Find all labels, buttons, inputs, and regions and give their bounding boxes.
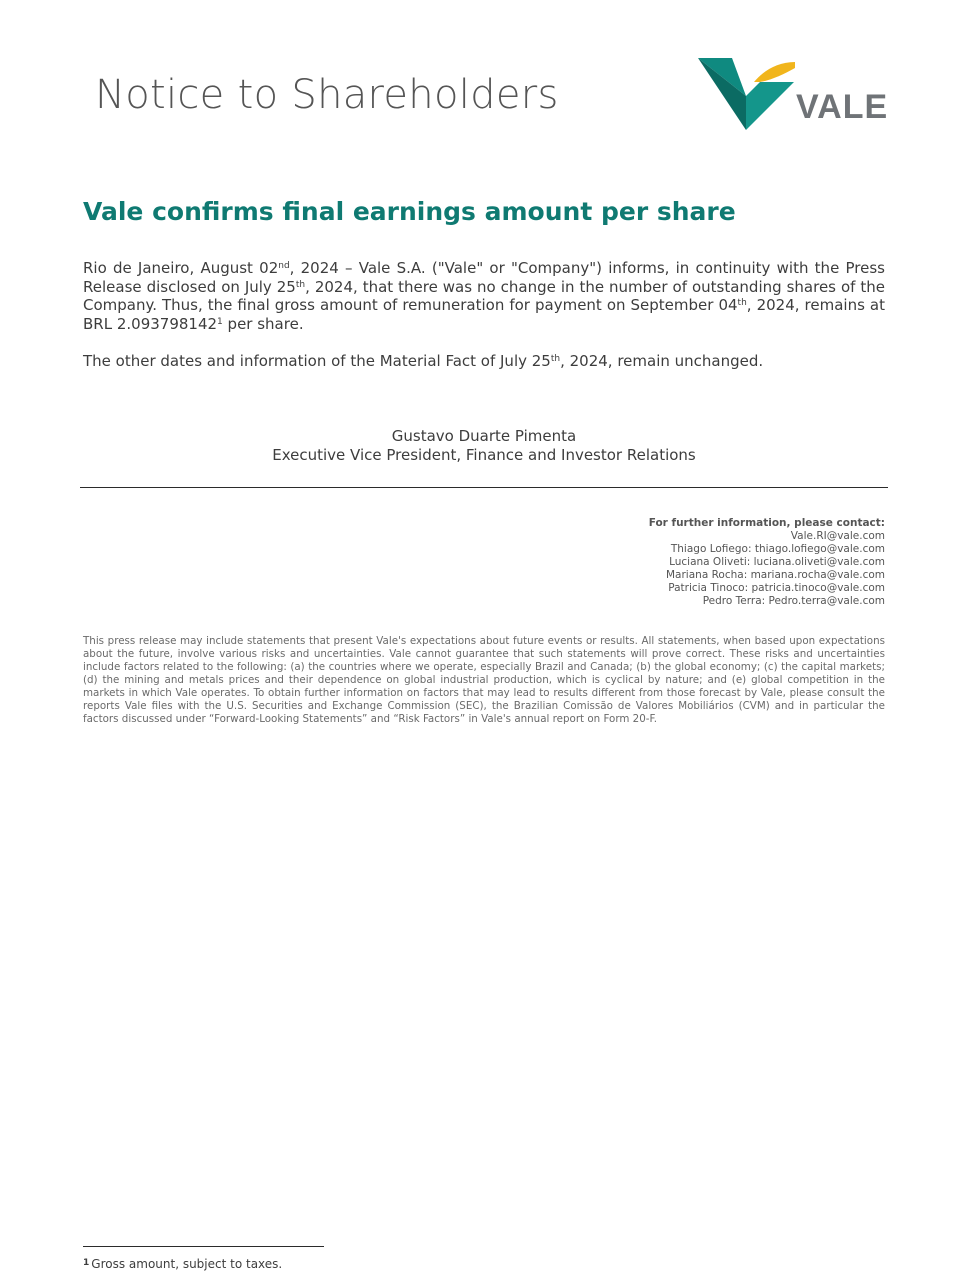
contact-heading: For further information, please contact: [648,517,885,529]
section-divider [80,487,888,488]
text-segment: , 2024, remain unchanged. [560,352,764,370]
vale-logo-icon [698,56,888,132]
contact-line[interactable]: Thiago Lofiego: thiago.lofiego@vale.com [670,543,885,555]
contact-block [649,517,885,608]
contact-line[interactable]: Luciana Oliveti: luciana.oliveti@vale.com [669,556,885,568]
contact-email-ir[interactable]: Vale.RI@vale.com [790,530,885,542]
signatory-name: Gustavo Duarte Pimenta [391,427,577,445]
superscript: nd [278,261,290,271]
text-segment: , 2024, that there was no change in the number of outstanding shares of the Company. Thus, the final gross amount of remuneration for payment on September 04 [83,277,885,315]
logo-wordmark: VALE [796,88,888,126]
contact-line[interactable]: Patricia Tinoco: patricia.tinoco@vale.com [668,582,885,594]
disclaimer: This press release may include statements that present Vale's expectations about future events or results. All statements, when based upon expectations about the future, involve various risks and uncertainties. Vale cannot guarantee that such statements will prove correct. These risks and uncertainties include factors related to the following: (a) the countries where we operate, especially Brazil and Canada; (b) the global economy; (c) the capital markets; (d) the mining and metals prices and their dependence on global industrial production, which is cyclical by nature; and (e) global competition in the markets in which Vale operates. To obtain further information on factors that may lead to results different from those forecast by Vale, please consult the reports Vale files with the U.S. Securities and Exchange Commission (SEC), the Brazilian Comissão de Valores Mobiliários (CVM) and in particular the factors discussed under “Forward-Looking Statements” and “Risk Factors” in Vale's annual report on Form 20-F. [83,635,885,725]
logo-yellow-swoosh [754,62,795,82]
contact-line[interactable]: Pedro Terra: Pedro.terra@vale.com [702,595,885,607]
logo-v-right [746,82,794,130]
text-segment: The other dates and information of the Material Fact of July 25 [83,352,551,370]
contact-line[interactable]: Mariana Rocha: mariana.rocha@vale.com [666,569,885,581]
body-paragraph-1 [83,259,885,333]
superscript: th [737,298,747,309]
footnote-text: Gross amount, subject to taxes. [91,1257,283,1271]
text-segment: per share. [222,314,304,333]
page-title: Notice to Shareholders [95,72,559,118]
body-paragraph-2 [83,352,885,371]
footnote [83,1256,282,1272]
text-segment: , 2024, remains at BRL 2.093798142 [83,296,885,333]
headline: Vale confirms final earnings amount per share [83,197,736,226]
footnote-divider [83,1246,324,1247]
footnote-mark: 1 [83,1258,90,1268]
superscript: th [295,279,306,290]
footnote-reference: 1 [217,316,223,327]
vale-logo [698,56,888,132]
text-segment: , 2024 – Vale S.A. ("Vale" or "Company") informs, in continuity with the Press Release disclosed on July 25 [83,259,885,296]
superscript: th [550,354,561,364]
text-segment: Rio de Janeiro, August 02 [83,259,279,277]
signatory-title: Executive Vice President, Finance and Investor Relations [272,446,696,464]
